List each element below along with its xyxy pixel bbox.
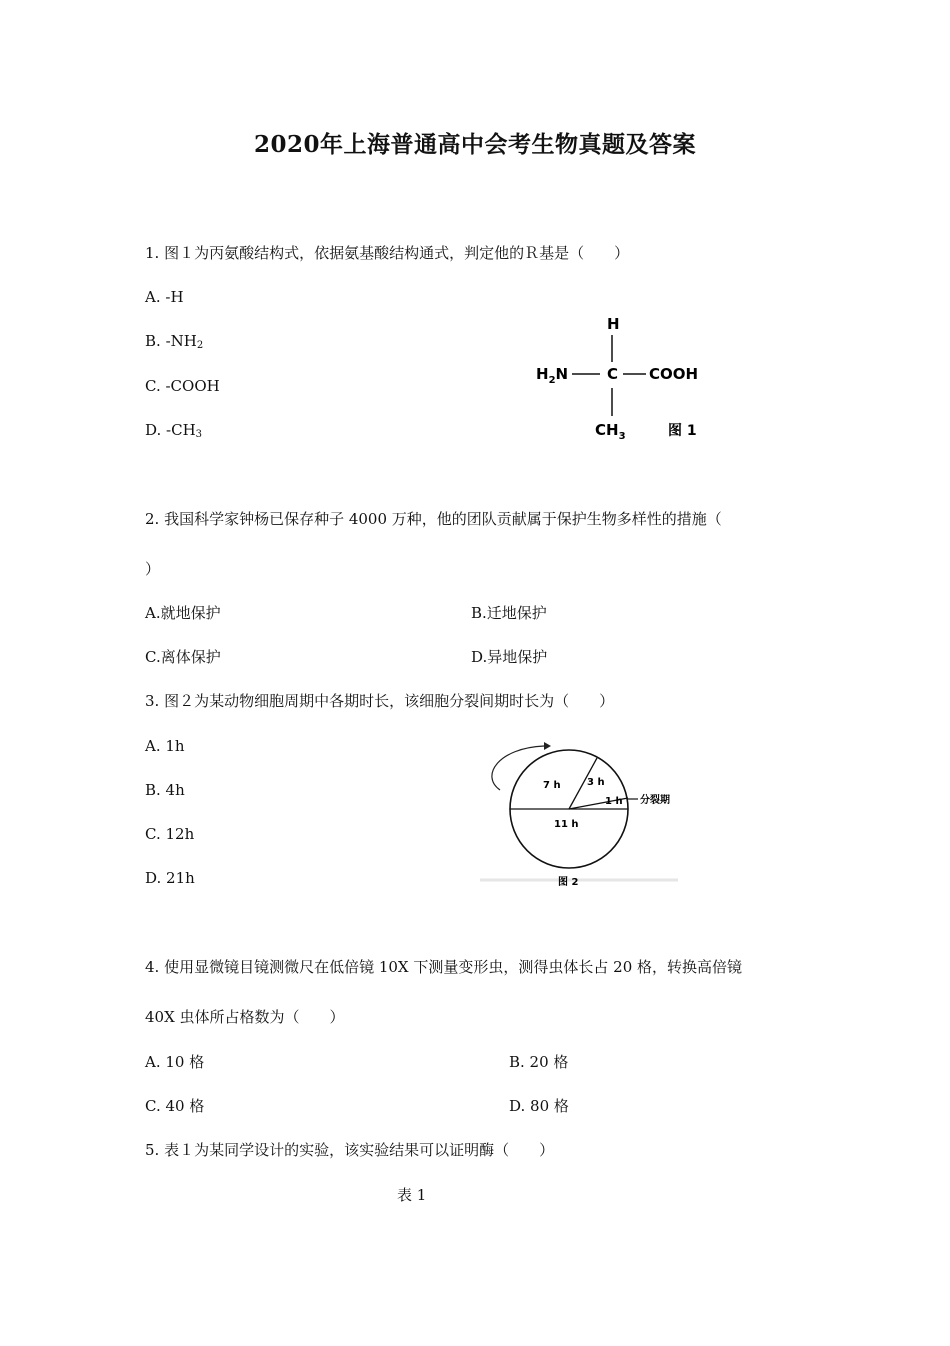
segment-3h: 3 h: [587, 777, 605, 788]
question-1-option-b[interactable]: [145, 331, 203, 356]
question-3-option-b[interactable]: B. 4h: [145, 781, 185, 799]
atom-center: C: [607, 365, 619, 383]
question-5-stem: 5. 表１为某同学设计的实验，该实验结果可以证明酶（ ）: [145, 1141, 555, 1159]
option-subscript: 2: [196, 340, 204, 351]
option-text: -CH: [166, 421, 196, 439]
question-2-option-c[interactable]: C.离体保护: [145, 648, 221, 666]
group-left: $H_2N$: [536, 365, 569, 386]
question-2-option-b[interactable]: B.迁地保护: [471, 604, 547, 622]
atom-top: H: [607, 315, 620, 333]
question-2-stem: 2. 我国科学家钟杨已保存种子 4000 万种，他的团队贡献属于保护生物多样性的措施（: [145, 510, 722, 528]
question-4-option-b[interactable]: B. 20 格: [509, 1053, 569, 1071]
figure-1-label: 图 1: [668, 423, 697, 439]
question-2-stem-cont: ）: [145, 560, 161, 578]
figure-2-label: 图 2: [558, 877, 579, 888]
question-4-option-c[interactable]: C. 40 格: [145, 1097, 205, 1115]
segment-11h: 11 h: [554, 819, 579, 830]
question-4-stem: 4. 使用显微镜目镜测微尺在低倍镜 10X 下测量变形虫，测得虫体长占 20 格，转换高倍镜: [145, 958, 743, 976]
question-1-stem: 1. 图１为丙氨酸结构式，依据氨基酸结构通式，判定他的Ｒ基是（ ）: [145, 244, 630, 262]
question-3-option-a[interactable]: A. 1h: [145, 737, 185, 755]
question-3-option-d[interactable]: D. 21h: [145, 869, 195, 887]
option-prefix: A.: [145, 288, 166, 306]
question-3-option-c[interactable]: C. 12h: [145, 825, 195, 843]
question-4-stem-cont: 40X 虫体所占格数为（ ）: [145, 1008, 345, 1026]
question-3-stem: 3. 图２为某动物细胞周期中各期时长，该细胞分裂间期时长为（ ）: [145, 692, 615, 710]
segment-7h: 7 h: [543, 780, 561, 791]
group-bottom: $CH_3$: [595, 421, 626, 442]
table-1-label: 表 1: [397, 1186, 427, 1204]
page-title: 2020年上海普通高中会考生物真题及答案: [253, 131, 696, 158]
option-subscript: 3: [195, 429, 203, 440]
question-1-option-a[interactable]: [145, 287, 184, 307]
segment-1h: 1 h: [605, 796, 623, 807]
cell-cycle-figure: [478, 738, 710, 893]
option-text: -NH: [165, 332, 197, 350]
question-2-option-d[interactable]: D.异地保护: [471, 648, 548, 666]
question-1-option-d[interactable]: [145, 420, 202, 445]
mitotic-phase-label: 分裂期: [640, 795, 670, 806]
option-prefix: B.: [145, 332, 166, 350]
option-prefix: C.: [145, 377, 166, 395]
option-text: -COOH: [165, 377, 220, 395]
question-4-option-d[interactable]: D. 80 格: [509, 1097, 569, 1115]
option-prefix: D.: [145, 421, 167, 439]
alanine-structure-figure: [530, 310, 720, 445]
question-4-option-a[interactable]: A. 10 格: [145, 1053, 205, 1071]
cycle-direction-arrow: [492, 746, 544, 790]
arrow-head: [544, 742, 551, 750]
question-1-option-c[interactable]: [145, 376, 220, 396]
option-text: -H: [165, 288, 184, 306]
question-2-option-a[interactable]: A.就地保护: [145, 604, 221, 622]
group-right: COOH: [649, 365, 699, 383]
